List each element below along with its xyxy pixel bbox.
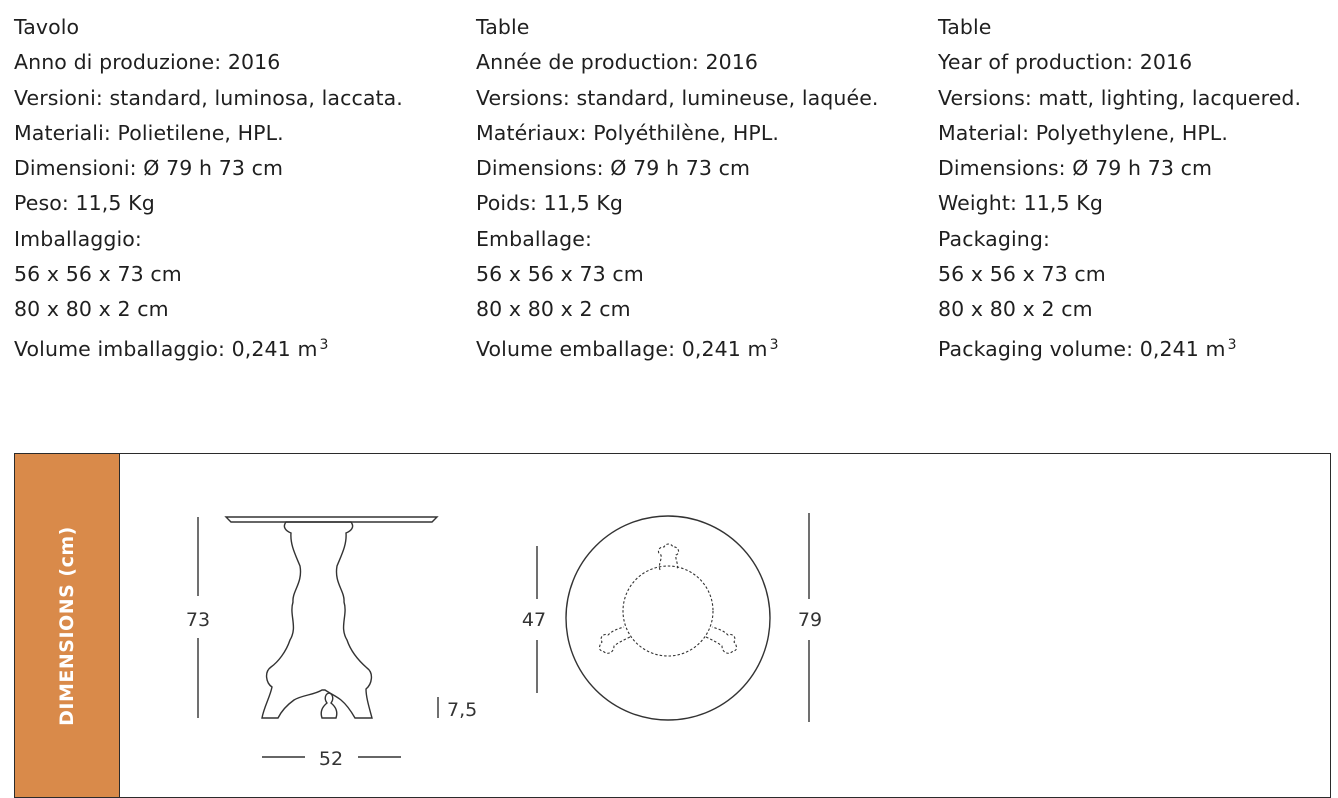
spec-volume-text: Packaging volume: 0,241 m <box>938 336 1226 361</box>
top-diameter-value: 79 <box>797 609 823 631</box>
spec-volume-text: Volume emballage: 0,241 m <box>476 336 768 361</box>
spec-dimensions: Dimensions: Ø 79 h 73 cm <box>476 156 751 181</box>
spec-materials: Material: Polyethylene, HPL. <box>938 120 1228 145</box>
spec-versions: Versions: standard, lumineuse, laquée. <box>476 85 879 110</box>
spec-title: Table <box>476 15 530 39</box>
volume-superscript: 3 <box>1227 336 1237 353</box>
spec-packaging-size-2: 80 x 80 x 2 cm <box>476 297 631 322</box>
spec-year: Year of production: 2016 <box>938 50 1193 75</box>
base-leg-right <box>706 627 737 653</box>
spec-materials: Materiali: Polietilene, HPL. <box>14 120 284 145</box>
spec-versions: Versions: matt, lighting, lacquered. <box>938 85 1302 110</box>
base-leg-left <box>600 627 631 653</box>
foot-height-value: 7,5 <box>447 699 478 721</box>
volume-superscript: 3 <box>769 336 779 353</box>
spec-volume-text: Volume imballaggio: 0,241 m <box>14 336 318 361</box>
spec-year: Anno di produzione: 2016 <box>14 50 281 75</box>
dimensions-label: DIMENSIONS (cm) <box>56 526 78 726</box>
table-foot-shape <box>321 693 337 718</box>
base-diameter-value: 47 <box>521 609 547 631</box>
spec-materials: Matériaux: Polyéthilène, HPL. <box>476 120 780 145</box>
spec-packaging-size-1: 56 x 56 x 73 cm <box>14 262 182 287</box>
width-value: 52 <box>318 748 344 770</box>
spec-packaging: Packaging: <box>938 226 1050 251</box>
spec-packaging-size-2: 80 x 80 x 2 cm <box>938 297 1093 322</box>
spec-dimensions: Dimensions: Ø 79 h 73 cm <box>938 156 1213 181</box>
height-value: 73 <box>185 609 211 631</box>
volume-superscript: 3 <box>319 336 329 353</box>
spec-versions: Versioni: standard, luminosa, laccata. <box>14 85 403 110</box>
spec-packaging-size-1: 56 x 56 x 73 cm <box>476 262 644 287</box>
spec-weight: Poids: 11,5 Kg <box>476 191 624 216</box>
spec-packaging: Imballaggio: <box>14 226 142 251</box>
table-top-view-circle <box>566 516 770 720</box>
table-top-shape <box>226 517 437 522</box>
base-top-view-circle <box>623 566 713 656</box>
spec-year: Année de production: 2016 <box>476 50 759 75</box>
spec-packaging-size-2: 80 x 80 x 2 cm <box>14 297 169 322</box>
spec-dimensions: Dimensioni: Ø 79 h 73 cm <box>14 156 284 181</box>
spec-title: Table <box>938 15 992 39</box>
spec-weight: Weight: 11,5 Kg <box>938 191 1103 216</box>
spec-packaging-size-1: 56 x 56 x 73 cm <box>938 262 1106 287</box>
spec-weight: Peso: 11,5 Kg <box>14 191 155 216</box>
spec-packaging: Emballage: <box>476 226 592 251</box>
spec-title: Tavolo <box>14 15 80 39</box>
table-pedestal-shape <box>262 522 372 718</box>
